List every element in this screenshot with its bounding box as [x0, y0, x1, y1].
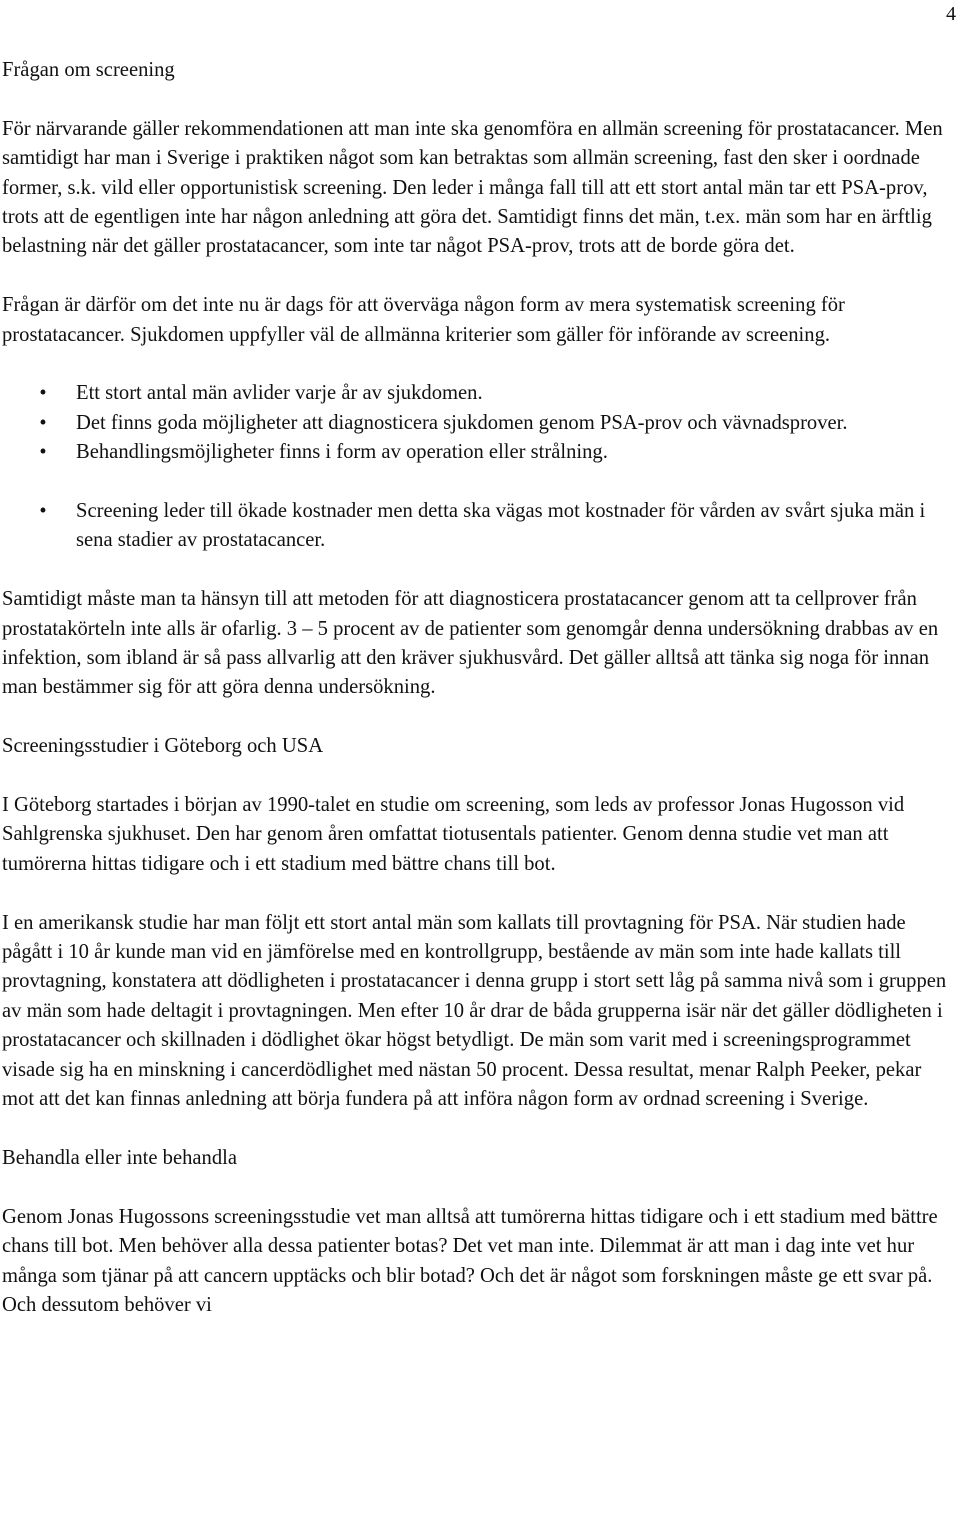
paragraph: Genom Jonas Hugossons screeningsstudie vet man alltså att tumörerna hittas tidigare och i ett stadium med bättre chans till bot. Men behöver alla dessa patienter botas? Det vet man inte. Dilemmat är att man i dag inte vet hur många som tjänar på att cancern upptäcks och blir botad? Och det är något som forskningen måste ge ett svar på. Och dessutom behöver vi — [2, 1205, 938, 1316]
bullet-icon: • — [39, 441, 47, 464]
section-heading-treatment: Behandla eller inte behandla — [2, 1146, 238, 1169]
bullet-list — [2, 497, 956, 556]
bullet-text: Screening leder till ökade kostnader men detta ska vägas mot kostnader för vården av svårt sjuka män i sena stadier av prostatacancer. — [76, 500, 926, 552]
spacer — [2, 556, 956, 585]
bullet-text: Det finns goda möjligheter att diagnosticera sjukdomen genom PSA-prov och vävnadsprover. — [76, 411, 848, 434]
bullet-item — [2, 438, 956, 467]
paragraph: I Göteborg startades i början av 1990-talet en studie om screening, som leds av professor Jonas Hugosson vid Sahlgrenska sjukhuset. Den har genom åren omfattat tiotusentals patienter. Genom denna studie vet man att tumörerna hittas tidigare och i ett stadium med bättre chans till bot. — [2, 794, 905, 875]
spacer — [2, 468, 956, 497]
bullet-icon: • — [39, 500, 47, 523]
bullet-icon: • — [39, 411, 47, 434]
page-number: 4 — [946, 3, 956, 25]
paragraph: Frågan är därför om det inte nu är dags för att överväga någon form av mera systematisk screening för prostatacancer. Sjukdomen uppfyller väl de allmänna kriterier som gäller för införande av screening. — [2, 294, 845, 346]
bullet-list — [2, 379, 956, 467]
paragraph: Samtidigt måste man ta hänsyn till att metoden för att diagnosticera prostatacancer genom att ta cellprover från prostatakörteln inte alls är ofarlig. 3 – 5 procent av de patienter som genomgår denna undersökning drabbas av en infektion, som ibland är så pass allvarlig att den kräver sjukhusvård. Det gäller alltså att tänka sig noga för innan man bestämmer sig för att göra denna undersökning. — [2, 588, 939, 699]
bullet-text: Behandlingsmöjligheter finns i form av operation eller strålning. — [76, 441, 608, 464]
bullet-icon: • — [39, 382, 47, 405]
section-heading-screening: Frågan om screening — [2, 59, 175, 81]
paragraph: För närvarande gäller rekommendationen att man inte ska genomföra en allmän screening för prostatacancer. Men samtidigt har man i Sverige i praktiken något som kan betraktas som allmän screening, fast den sker i oordnade former, s.k. vild eller opportunistisk screening. Den leder i många fall till att ett stort antal män tar ett PSA-prov, trots att de egentligen inte har någon anledning att göra det. Samtidigt finns det män, t.ex. män som har en ärftlig belastning när det gäller prostatacancer, som inte tar något PSA-prov, trots att de borde göra det. — [2, 117, 943, 258]
bullet-item — [2, 409, 956, 438]
bullet-item — [2, 497, 956, 556]
paragraph: I en amerikansk studie har man följt ett stort antal män som kallats till provtagning för PSA. När studien hade pågått i 10 år kunde man vid en jämförelse med en kontrollgrupp, bestående av män som inte hade kallats till provtagning, konstatera att dödligheten i prostatacancer i denna grupp i stort sett låg på samma nivå som i gruppen av män som hade deltagit i provtagningen. Men efter 10 år drar de båda grupperna isär när det gäller dödligheten i prostatacancer och skillnaden i dödlighet ökar högst betydligt. De män som varit med i screeningsprogrammet visade sig ha en minskning i cancerdödlighet med nästan 50 procent. Dessa resultat, menar Ralph Peeker, pekar mot att det kan finnas anledning att börja fundera på att införa någon form av ordnad screening i Sverige. — [2, 911, 947, 1111]
document-body — [2, 56, 956, 1350]
bullet-text: Ett stort antal män avlider varje år av sjukdomen. — [76, 382, 483, 405]
bullet-item — [2, 379, 956, 408]
section-heading-studies: Screeningsstudier i Göteborg och USA — [2, 735, 324, 758]
